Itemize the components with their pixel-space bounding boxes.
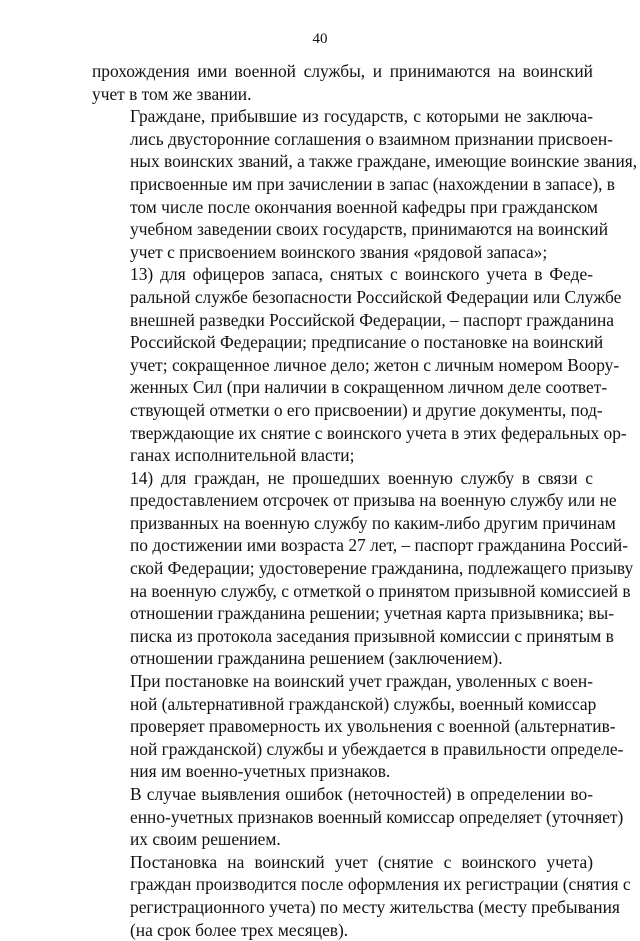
text-line: 13) для офицеров запаса, снятых с воинского учета в Феде- <box>130 264 593 285</box>
text-line: ской Федерации; удостоверение гражданина, подлежащего призыву <box>130 558 634 579</box>
text-line: учет с присвоением воинского звания «рядовой запаса»; <box>130 241 548 262</box>
text-line: отношении гражданина решением (заключением). <box>130 648 503 669</box>
text-line: ствующей отметки о его присвоении) и другие документы, под- <box>130 399 603 420</box>
paragraph <box>92 263 627 466</box>
page-number: 40 <box>312 31 328 47</box>
text-line: на военную службу, с отметкой о принятом призывной комиссией в <box>130 580 631 601</box>
text-line: тверждающие их снятие с воинского учета в этих федеральных ор- <box>130 422 627 443</box>
text-line: ной гражданской) службы и убеждается в правильности определе- <box>130 738 624 759</box>
text-line: ных воинских званий, а также граждане, имеющие воинские звания, <box>130 151 638 172</box>
paragraph <box>92 105 638 263</box>
document-body <box>92 60 638 941</box>
paragraph <box>92 60 593 105</box>
text-line: Постановка на воинский учет (снятие с воинского учета) <box>130 851 593 872</box>
text-line: енно-учетных признаков военный комиссар определяет (уточняет) <box>130 806 624 827</box>
text-line: В случае выявления ошибок (неточностей) в определении во- <box>130 784 593 804</box>
text-line: внешней разведки Российской Федерации, – паспорт гражданина <box>130 309 614 330</box>
text-line: учет в том же звании. <box>92 83 252 104</box>
text-line: (на срок более трех месяцев). <box>130 919 349 940</box>
text-line: лись двусторонние соглашения о взаимном признании присвоен- <box>130 128 613 149</box>
text-line: прохождения ими военной службы, и принимаются на воинский <box>92 61 593 81</box>
text-line: При постановке на воинский учет граждан, уволенных с воен- <box>130 671 593 692</box>
text-line: регистрационного учета) по месту жительства (месту пребывания <box>130 896 620 917</box>
text-line: отношении гражданина решении; учетная карта призывника; вы- <box>130 603 615 624</box>
paragraph <box>92 851 631 941</box>
text-line: Граждане, прибывшие из государств, с которыми не заключа- <box>130 106 593 127</box>
text-line: учет; сокращенное личное дело; жетон с личным номером Воору- <box>130 354 620 375</box>
text-line: учебном заведении своих государств, принимаются на воинский <box>130 219 609 240</box>
text-line: женных Сил (при наличии в сокращенном личном деле соответ- <box>130 377 608 398</box>
text-line: том числе после окончания военной кафедры при гражданском <box>130 196 598 217</box>
text-line: предоставлением отсрочек от призыва на военную службу или не <box>130 490 617 511</box>
text-line: их своим решением. <box>130 829 281 850</box>
text-line: присвоенные им при зачислении в запас (нахождении в запасе), в <box>130 173 616 194</box>
text-line: писка из протокола заседания призывной комиссии с принятым в <box>130 625 614 646</box>
text-line: ния им военно-учетных признаков. <box>130 761 391 782</box>
text-line: 14) для граждан, не прошедших военную службу в связи с <box>130 467 593 488</box>
text-line: призванных на военную службу по каким-либо другим причинам <box>130 512 616 533</box>
text-line: проверяет правомерность их увольнения с военной (альтернатив- <box>130 716 616 737</box>
text-line: граждан производится после оформления их регистрации (снятия с <box>130 874 631 895</box>
paragraph <box>92 783 624 851</box>
text-line: Российской Федерации; предписание о постановке на воинский <box>130 332 604 353</box>
paragraph <box>92 670 624 783</box>
text-line: ганах исполнительной власти; <box>130 445 355 466</box>
text-line: по достижении ими возраста 27 лет, – паспорт гражданина Россий- <box>130 535 629 556</box>
paragraph <box>92 467 634 670</box>
text-line: ной (альтернативной гражданской) службы, военный комиссар <box>130 693 597 714</box>
text-line: ральной службе безопасности Российской Федерации или Службе <box>130 286 622 307</box>
